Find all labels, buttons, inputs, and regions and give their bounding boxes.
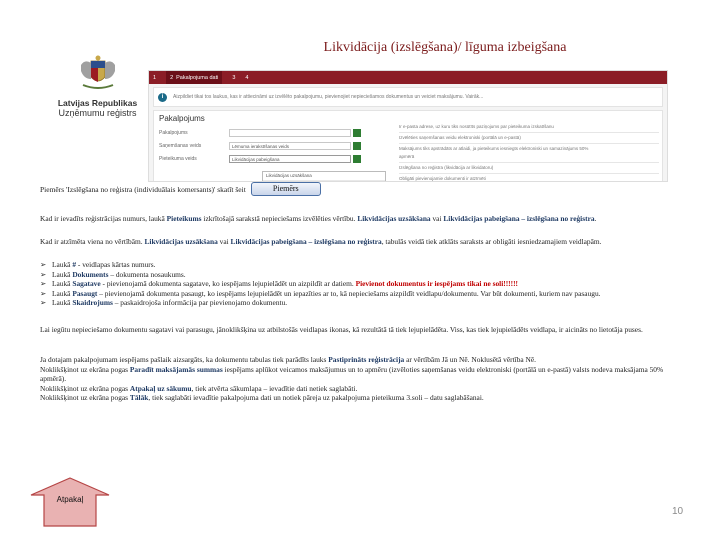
service-select[interactable] [229, 129, 351, 137]
step-bar [149, 71, 667, 84]
arrow-icon: ➢ [40, 288, 47, 298]
text: , tabulās veidā tiek atklāts saraksts ar obligāti iesniedzamajiem veidlapām. [381, 237, 602, 246]
step-2[interactable] [166, 71, 222, 84]
bold-term: Dokuments [72, 269, 109, 279]
dropdown-option[interactable]: Likvidācijas uzsākšana [266, 173, 312, 178]
bold-term: Pastiprināts reģistrācija [328, 355, 405, 364]
text: ar vērtībām Jā un Nē. Noklusētā vērtība Nē. [404, 355, 537, 364]
coat-of-arms-icon [75, 55, 121, 91]
text: Kad ir ievadīts reģistrācijas numurs, laukā [40, 214, 167, 223]
step-number: 3 [232, 74, 236, 81]
paragraph-4 [40, 355, 685, 403]
step-number: 2 [170, 74, 174, 81]
back-button-label: Atpakaļ [56, 495, 84, 504]
back-button[interactable] [30, 477, 110, 527]
step-label: Pakalpojuma dati [176, 74, 219, 81]
example-label: Piemērs 'Izslēgšana no reģistra (individuālais komersants)' skatīt šeit [40, 184, 246, 194]
text: – dokumenta nosaukums. [108, 269, 186, 279]
text: Laukā [52, 288, 73, 298]
arrow-icon: ➢ [40, 298, 47, 308]
hint-line: Izvēlēties saņemšanas veidu elektroniski (portālā un e-pastā) [399, 135, 521, 140]
application-type-select[interactable]: Likvidācijas pabeigšana [229, 155, 351, 163]
text: , tiek atvērta sākumlapa – ievadītie dati netiek saglabāti. [191, 383, 358, 393]
bold-term: Pieteikums [166, 214, 202, 223]
arrow-icon: ➢ [40, 260, 47, 269]
text: Laukā [52, 298, 73, 308]
field-label: Pieteikuma veids [159, 155, 197, 162]
receipt-type-select[interactable]: Lēmuma ierakstīšanas veids [229, 142, 351, 150]
hint-line: Maksājums tiks apstrādāts ar atlaidi, ja pieteikums iesniegts elektroniski un samazinājums 50% [399, 146, 589, 151]
paragraph-2 [40, 237, 685, 247]
example-button[interactable]: Piemērs [251, 182, 321, 196]
text: Laukā [52, 279, 73, 289]
logo-line2: Uzņēmumu reģistrs [58, 108, 137, 118]
hint-line: Ir e-pasta adrese, uz kuru tiks nosūtīts paziņojums par pieteikuma izskatīšanu [399, 124, 554, 129]
step-number: 1 [153, 74, 157, 81]
text: - pievienojamā dokumenta sagatave, ko iespējams lejupielādēt un aizpildīt ar datiem. [100, 279, 356, 289]
text: . [594, 214, 597, 223]
bold-term: Likvidācijas pabeigšana – izslēgšana no reģistra [443, 214, 595, 223]
page-number: 10 [672, 506, 684, 517]
list-item [40, 260, 685, 270]
step-1[interactable] [153, 75, 156, 81]
field-button[interactable] [353, 129, 361, 137]
bold-term: # [72, 260, 77, 269]
paragraph-1 [40, 214, 685, 224]
arrow-icon: ➢ [40, 269, 47, 279]
text: Kad ir atzīmēta viena no vērtībām. [40, 237, 145, 246]
service-panel [153, 110, 663, 182]
hint-line: Obligāti pievienojamie dokumenti ir atzīmēti [399, 176, 486, 181]
hint-line: Izslēgšana no reģistra (likvidācija ar likvidatoru) [399, 165, 494, 170]
text: Noklikšķinot uz ekrāna pogas [40, 364, 130, 374]
logo-line1: Latvijas Republikas [57, 98, 138, 108]
bullet-list [40, 260, 685, 308]
bold-term: Tālāk [129, 393, 149, 403]
text: izkrītošajā sarakstā nepieciešams izvēlēties vērtību. [201, 214, 358, 223]
bold-term: Likvidācijas pabeigšana – izslēgšana no reģistra [230, 237, 382, 246]
list-item [40, 279, 685, 289]
step-number: 4 [245, 74, 249, 81]
step-4[interactable] [245, 75, 248, 81]
info-icon: i [158, 93, 167, 102]
bold-term: Paradīt maksājamās summas [129, 364, 223, 374]
text: – paskaidrojoša informācija par pievienojamo dokumentu. [112, 298, 288, 308]
text: Laukā [52, 269, 73, 279]
example-line [40, 182, 321, 196]
text: - veidlapas kārtas numurs. [76, 260, 156, 269]
text: Laukā [52, 260, 73, 269]
text: , tiek saglabāti ievadītie pakalpojuma dati un notiek pāreja uz pakalpojuma pieteikuma 3.soli – datu saglabāšanai. [148, 393, 484, 403]
arrow-icon: ➢ [40, 279, 47, 289]
list-item [40, 270, 685, 280]
panel-title: Pakalpojums [159, 114, 205, 123]
text: iespējams aplūkot veicamos maksājumus un to apmēru (izvēloties saņemšanas veidu elektroniski (portālā un e-pastā) valsts nodeva maksājama 50% apmērā). [40, 364, 664, 384]
bold-term: Skaidrojums [72, 298, 113, 308]
text: – pievienojamā dokumenta pasaugt, ko iespējams lejupielādēt un iepazīties ar to, kā nepieciešams aizpildīt veidlapu/dokumentu. Var būt dokumenti, kuriem nav pasaugu. [97, 288, 601, 298]
application-type-dropdown [262, 171, 386, 182]
text: vai [217, 237, 231, 246]
bold-term: Likvidācijas uzsākšana [144, 237, 218, 246]
paragraph-3: Lai iegūtu nepieciešamo dokumentu sagatavi vai parasugu, jānoklikšķina uz atbilstošās veidlapas ikonas, kā rezultātā tā tiek lejupielādēta. Viss, kas tiek lejupielādēts veidlapa, ir aicināts no lietotāja puses. [40, 325, 643, 334]
field-hints [399, 123, 659, 182]
slide-title: Likvidācija (izslēgšana)/ līguma izbeigšana [323, 40, 567, 55]
info-banner [153, 87, 663, 107]
bold-term: Pasaugt [72, 288, 98, 298]
bold-term: Atpakaļ uz sākumu [129, 383, 192, 393]
list-item [40, 289, 685, 299]
text: Ja dotajam pakalpojumam iespējams pašlaik aizsargāts, ka dokumentu tabulas tiek parādīts lauks [40, 355, 329, 364]
bold-term: Likvidācijas uzsākšana [357, 214, 431, 223]
field-button[interactable] [353, 155, 361, 163]
info-text: Aizpildiet tikai tos laukus, kas ir attiecināmi uz izvēlēto pakalpojumu, pievienojiet nepieciešamos dokumentus un veiciet maksājumu. Vairāk... [173, 94, 484, 100]
list-item [40, 298, 685, 308]
text: Noklikšķinot uz ekrāna pogas [40, 393, 130, 403]
embedded-screenshot [148, 70, 668, 182]
bold-term: Sagatave [72, 279, 101, 289]
field-button[interactable] [353, 142, 361, 150]
text: Noklikšķinot uz ekrāna pogas [40, 383, 130, 393]
logo [50, 55, 145, 118]
step-3[interactable] [232, 75, 235, 81]
hint-line: apmērā [399, 154, 415, 159]
warning-text: Pievienot dokumentus ir iespējams tikai ne soli!!!!!! [355, 279, 519, 289]
field-label: Pakalpojums [159, 129, 188, 136]
field-label: Saņemšanas veids [159, 142, 202, 149]
text: vai [430, 214, 444, 223]
